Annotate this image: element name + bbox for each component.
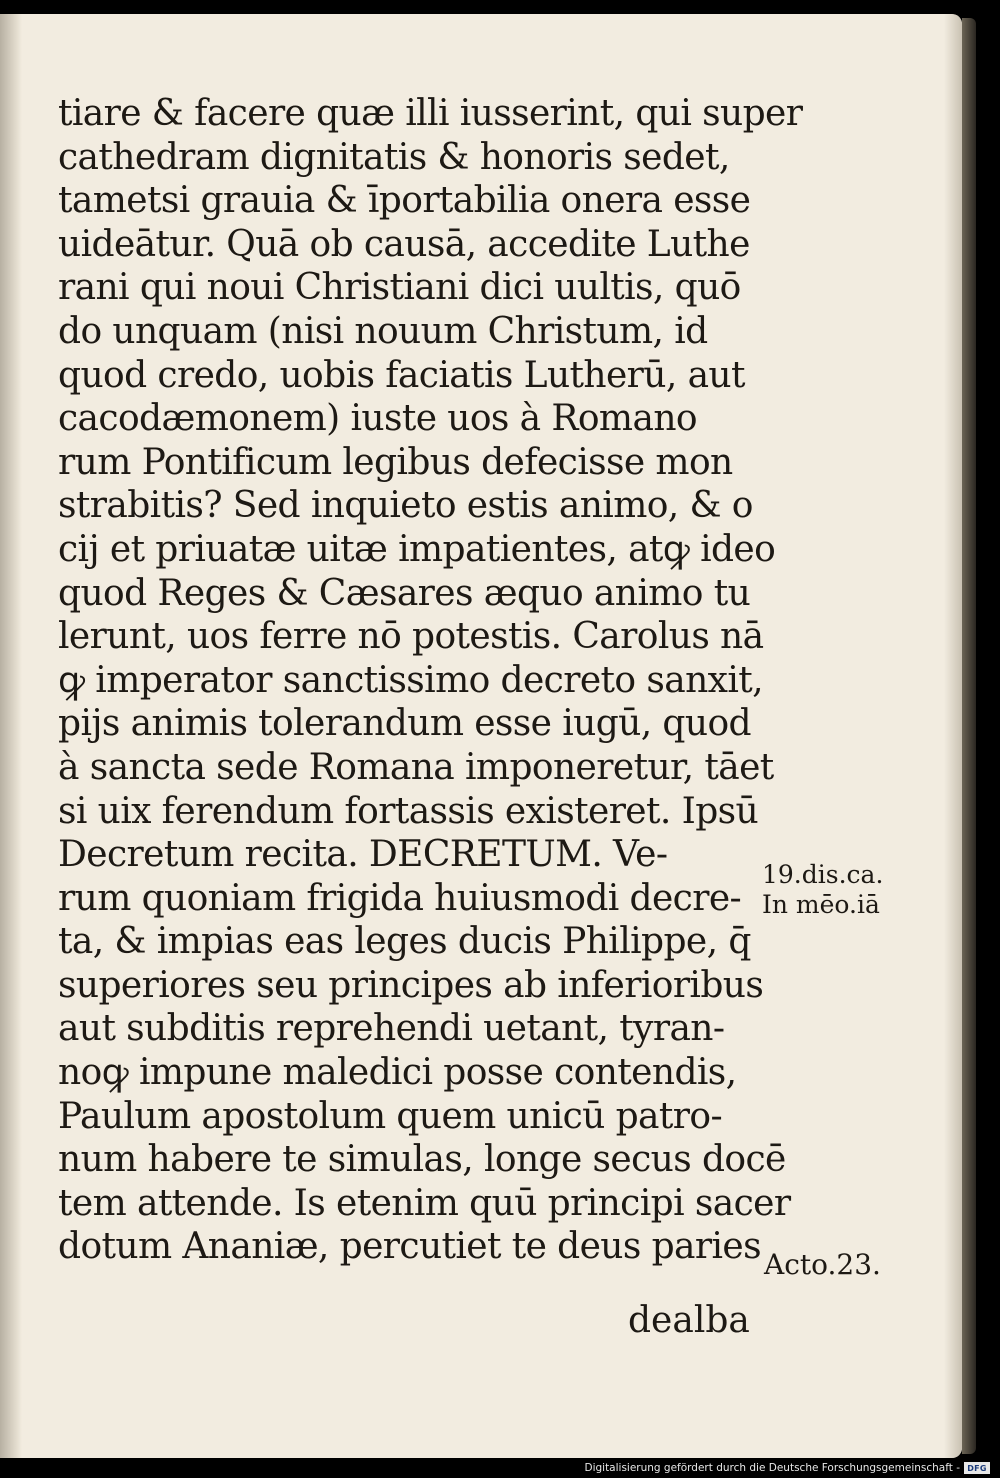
text-line: tametsi grauia & īportabilia onera esse xyxy=(58,180,751,222)
text-line: rum Pontificum legibus defecisse mon xyxy=(58,441,733,483)
text-line: uideātur. Quā ob causā, accedite Luthe xyxy=(58,223,750,265)
text-line: cathedram dignitatis & honoris sedet, xyxy=(58,136,730,178)
text-line: cij et priuatæ uitæ impatientes, atꝙ ideo xyxy=(58,528,776,570)
text-line: pijs animis tolerandum esse iugū, quod xyxy=(58,703,751,745)
text-line: dotum Ananiæ, percutiet te deus paries xyxy=(58,1226,762,1268)
digitization-credit xyxy=(584,1460,990,1476)
marginal-note-citation: In mēo.iā xyxy=(762,890,880,919)
text-line: Decretum recita. DECRETUM. Ve- xyxy=(58,834,668,876)
text-line: aut subditis reprehendi uetant, tyran- xyxy=(58,1008,725,1050)
text-line: lerunt, uos ferre nō potestis. Carolus nā xyxy=(58,616,764,658)
text-line: ꝙ imperator sanctissimo decreto sanxit, xyxy=(58,659,763,701)
text-line: strabitis? Sed inquieto estis animo, & o xyxy=(58,485,753,527)
text-line: quod Reges & Cæsares æquo animo tu xyxy=(58,572,751,614)
text-line: rani qui noui Christiani dici uultis, quō xyxy=(58,267,741,309)
credit-text: Digitalisierung gefördert durch die Deutsche Forschungsgemeinschaft - xyxy=(584,1462,960,1474)
dfg-logo-icon: DFG xyxy=(964,1462,990,1474)
marginal-note-reference: Acto.23. xyxy=(764,1248,881,1281)
page-edge-shadow xyxy=(962,18,976,1454)
marginal-note-citation: 19.dis.ca. xyxy=(762,860,884,889)
book-page xyxy=(0,14,962,1458)
text-line: rum quoniam frigida huiusmodi decre- xyxy=(58,877,742,919)
text-line: si uix ferendum fortassis existeret. Ipsū xyxy=(58,790,759,832)
text-line: tem attende. Is etenim quū principi sacer xyxy=(58,1182,791,1224)
text-line: do unquam (nisi nouum Christum, id xyxy=(58,310,708,352)
text-line: à sancta sede Romana imponeretur, tāet xyxy=(58,746,774,788)
text-line: ta, & impias eas leges ducis Philippe, q̄ xyxy=(58,921,751,963)
text-line: superiores seu principes ab inferioribus xyxy=(58,964,764,1006)
text-line: tiare & facere quæ illi iusserint, qui super xyxy=(58,93,803,134)
text-line: quod credo, uobis faciatis Lutherū, aut xyxy=(58,354,745,396)
text-line: cacodæmonem) iuste uos à Romano xyxy=(58,398,697,440)
main-text-block xyxy=(58,92,803,1269)
text-line: num habere te simulas, longe secus docē xyxy=(58,1139,786,1181)
text-line: noꝙ impune maledici posse contendis, xyxy=(58,1052,737,1094)
catchword: dealba xyxy=(628,1300,750,1341)
text-line: Paulum apostolum quem unicū patro- xyxy=(58,1095,723,1137)
